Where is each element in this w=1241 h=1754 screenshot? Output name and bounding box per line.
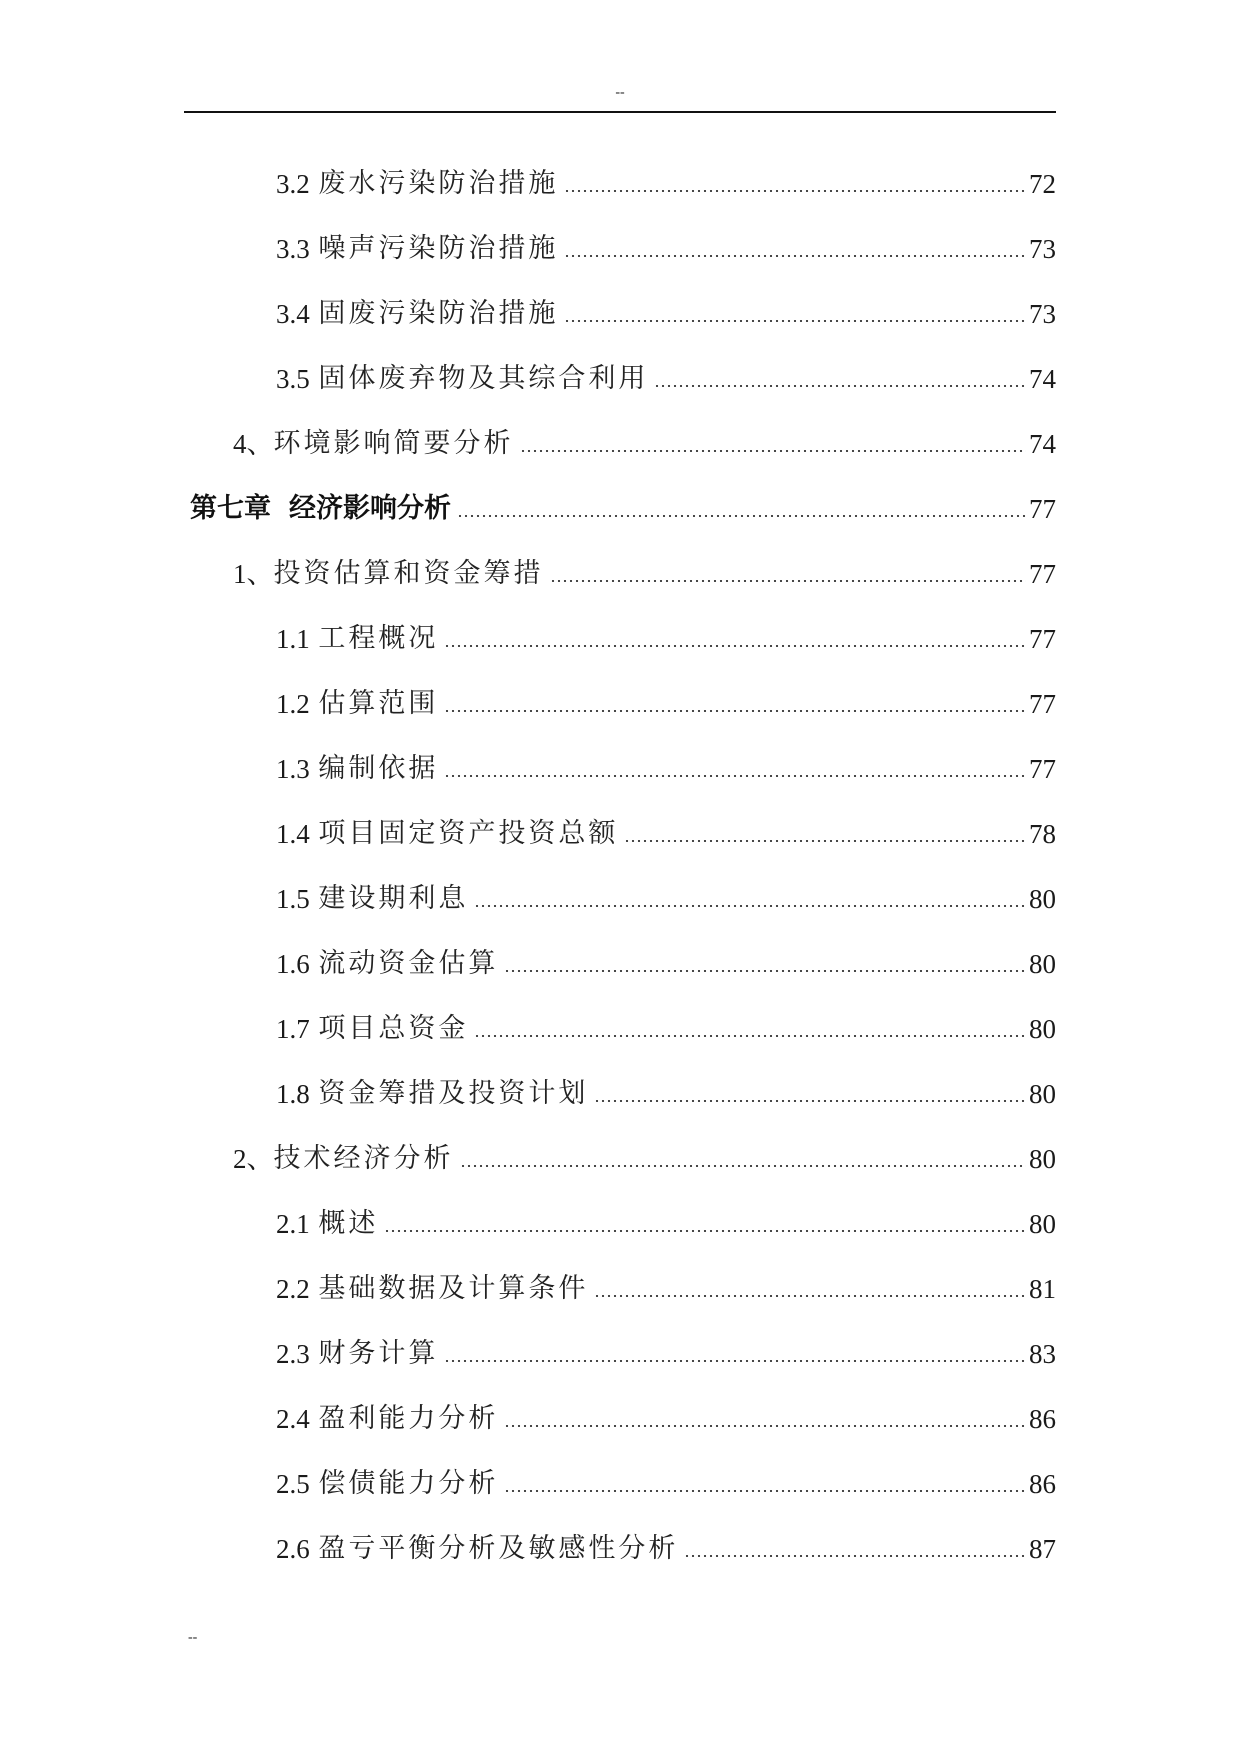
toc-entry-1-1[interactable] [276, 617, 1056, 661]
toc-entry-title: 项目固定资产投资总额 [318, 818, 619, 849]
dot-leader [564, 255, 1026, 257]
toc-entry-number: 1、 [233, 559, 274, 589]
toc-entry-title: 财务计算 [318, 1338, 439, 1369]
toc-entry-title: 环境影响简要分析 [273, 428, 514, 459]
toc-entry-title: 估算范围 [318, 688, 439, 719]
toc-entry-2[interactable] [233, 1137, 1056, 1181]
toc-entry-number: 3.4 [276, 299, 310, 329]
toc-entry-3-4[interactable] [276, 292, 1056, 336]
toc-entry-1-2[interactable] [276, 682, 1056, 726]
toc-entry-title: 固废污染防治措施 [318, 298, 559, 329]
toc-entry-2-6[interactable] [276, 1527, 1056, 1571]
toc-entry-title: 编制依据 [318, 753, 439, 784]
toc-entry-3-5[interactable] [276, 357, 1056, 401]
toc-entry-title: 技术经济分析 [273, 1143, 454, 1174]
toc-entry-number: 2.6 [276, 1534, 310, 1564]
dot-leader [504, 970, 1026, 972]
dot-leader [474, 905, 1026, 907]
dot-leader [564, 320, 1026, 322]
toc-entry-page: 81 [1029, 1274, 1056, 1304]
dot-leader [684, 1555, 1026, 1557]
dot-leader [594, 1295, 1026, 1297]
toc-entry-page: 77 [1029, 559, 1056, 589]
toc-entry-number: 3.2 [276, 169, 310, 199]
toc-entry-page: 73 [1029, 234, 1056, 264]
toc-entry-number: 1.6 [276, 949, 310, 979]
toc-entry-4[interactable] [233, 422, 1056, 466]
header-mark: -- [615, 85, 625, 100]
toc-entry-page: 80 [1029, 1209, 1056, 1239]
dot-leader [624, 840, 1026, 842]
toc-entry-page: 80 [1029, 949, 1056, 979]
toc-chapter-title: 经济影响分析 [289, 493, 451, 524]
toc-entry-page: 74 [1029, 364, 1056, 394]
toc-chapter-7[interactable] [190, 487, 1056, 531]
toc-entry-2-1[interactable] [276, 1202, 1056, 1246]
toc-entry-page: 86 [1029, 1469, 1056, 1499]
toc-entry-title: 项目总资金 [318, 1013, 469, 1044]
toc-entry-title: 噪声污染防治措施 [318, 233, 559, 264]
dot-leader [474, 1035, 1026, 1037]
toc-entry-page: 77 [1029, 689, 1056, 719]
dot-leader [504, 1425, 1026, 1427]
toc-entry-page: 74 [1029, 429, 1056, 459]
dot-leader [564, 190, 1026, 192]
toc-entry-number: 3.5 [276, 364, 310, 394]
dot-leader [550, 580, 1027, 582]
toc-entry-1-6[interactable] [276, 942, 1056, 986]
toc-entry-number: 1.7 [276, 1014, 310, 1044]
toc-entry-2-3[interactable] [276, 1332, 1056, 1376]
toc-entry-1-8[interactable] [276, 1072, 1056, 1116]
dot-leader [594, 1100, 1026, 1102]
toc-entry-page: 73 [1029, 299, 1056, 329]
dot-leader [520, 450, 1027, 452]
toc-entry-number: 1.3 [276, 754, 310, 784]
dot-leader [444, 710, 1026, 712]
toc-entry-1-5[interactable] [276, 877, 1056, 921]
toc-entry-page: 77 [1029, 494, 1056, 524]
toc-entry-2-2[interactable] [276, 1267, 1056, 1311]
toc-entry-1-4[interactable] [276, 812, 1056, 856]
toc-entry-page: 80 [1029, 884, 1056, 914]
toc-entry-title: 建设期利息 [318, 883, 469, 914]
toc-entry-number: 4、 [233, 429, 274, 459]
toc-entry-2-4[interactable] [276, 1397, 1056, 1441]
toc-entry-title: 概述 [318, 1208, 379, 1239]
dot-leader [457, 515, 1026, 517]
toc-entry-number: 1.8 [276, 1079, 310, 1109]
toc-entry-number: 2.1 [276, 1209, 310, 1239]
toc-entry-page: 83 [1029, 1339, 1056, 1369]
dot-leader [460, 1165, 1027, 1167]
toc-entry-page: 86 [1029, 1404, 1056, 1434]
toc-entry-1-3[interactable] [276, 747, 1056, 791]
dot-leader [444, 645, 1026, 647]
toc-entry-number: 2.5 [276, 1469, 310, 1499]
footer-mark: -- [188, 1630, 198, 1645]
toc-entry-title: 固体废弃物及其综合利用 [318, 363, 649, 394]
toc-entry-1-7[interactable] [276, 1007, 1056, 1051]
toc-entry-number: 1.4 [276, 819, 310, 849]
dot-leader [384, 1230, 1026, 1232]
toc-entry-title: 偿债能力分析 [318, 1468, 499, 1499]
toc-entry-number: 2.4 [276, 1404, 310, 1434]
toc-entry-title: 资金筹措及投资计划 [318, 1078, 589, 1109]
toc-entry-title: 流动资金估算 [318, 948, 499, 979]
toc-entry-page: 80 [1029, 1079, 1056, 1109]
toc-entry-3-2[interactable] [276, 162, 1056, 206]
dot-leader [444, 1360, 1026, 1362]
toc-entry-title: 投资估算和资金筹措 [273, 558, 544, 589]
toc-entry-page: 78 [1029, 819, 1056, 849]
toc-entry-number: 2、 [233, 1144, 274, 1174]
toc-entry-number: 1.5 [276, 884, 310, 914]
toc-entry-page: 77 [1029, 624, 1056, 654]
toc-entry-number: 2.2 [276, 1274, 310, 1304]
toc-entry-number: 1.2 [276, 689, 310, 719]
toc-entry-page: 72 [1029, 169, 1056, 199]
toc-entry-3-3[interactable] [276, 227, 1056, 271]
dot-leader [504, 1490, 1026, 1492]
toc-entry-number: 1.1 [276, 624, 310, 654]
toc-entry-title: 工程概况 [318, 623, 439, 654]
toc-entry-page: 77 [1029, 754, 1056, 784]
toc-entry-title: 基础数据及计算条件 [318, 1273, 589, 1304]
toc-entry-page: 80 [1029, 1014, 1056, 1044]
dot-leader [654, 385, 1026, 387]
toc-entry-number: 3.3 [276, 234, 310, 264]
toc-entry-1[interactable] [233, 552, 1056, 596]
toc-entry-page: 87 [1029, 1534, 1056, 1564]
dot-leader [444, 775, 1026, 777]
toc-entry-title: 盈亏平衡分析及敏感性分析 [318, 1533, 679, 1564]
toc-entry-number: 2.3 [276, 1339, 310, 1369]
toc-entry-page: 80 [1029, 1144, 1056, 1174]
toc-entry-title: 废水污染防治措施 [318, 168, 559, 199]
toc-chapter-number: 第七章 [190, 493, 271, 524]
toc-entry-title: 盈利能力分析 [318, 1403, 499, 1434]
toc-entry-2-5[interactable] [276, 1462, 1056, 1506]
